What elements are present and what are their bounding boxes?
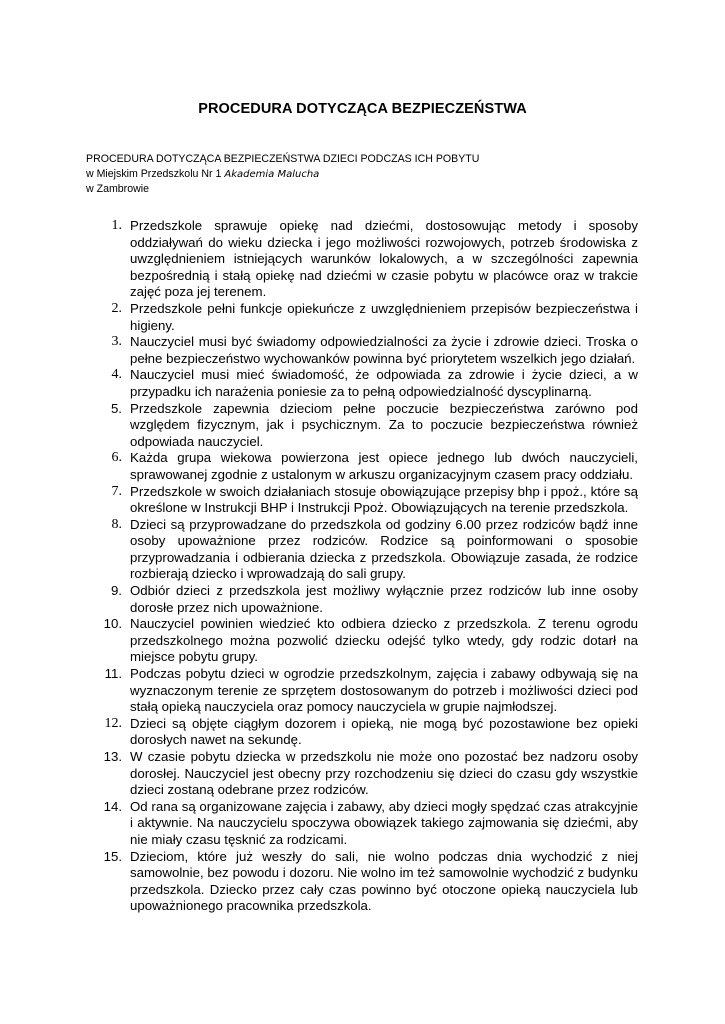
list-item — [96, 301, 638, 334]
item-number: 3. — [111, 334, 122, 350]
item-text: Nauczyciel musi mieć świadomość, że odpowiada za zdrowie i życie dzieci, a w przypadku ich narażenia poniesie za to pełną odpowiedzialność dyscyplinarną. — [130, 367, 638, 399]
item-text: Nauczyciel musi być świadomy odpowiedzialności za życie i zdrowie dzieci. Troska o pełne bezpieczeństwo wychowanków powinna być priorytetem wszelkich jego działań. — [130, 334, 638, 366]
list-item — [96, 484, 638, 517]
item-text: Przedszkole w swoich działaniach stosuje obowiązujące przepisy bhp i ppoż., które są określone w Instrukcji BHP i Instrukcji Ppoż. Obowiązujących na terenie przedszkola. — [130, 483, 638, 516]
item-text: Dzieciom, które już weszły do sali, nie wolno podczas dnia wychodzić z niej samowolnie, bez powodu i dozoru. Nie wolno im też samowolnie wychodzić z budynku przedszkola. Dziecko przez cały czas powinno być otoczone opieką nauczyciela lub upoważnionego pracownika przedszkola. — [130, 848, 638, 914]
item-number: 9. — [110, 583, 122, 599]
list-item — [96, 666, 638, 716]
list-item — [96, 367, 638, 400]
kindergarten-name: Akademia Malucha — [224, 168, 320, 180]
document-header — [86, 152, 479, 197]
item-number: 10. — [103, 616, 122, 632]
list-item — [96, 799, 638, 849]
procedure-list — [96, 218, 638, 915]
header-line-3: w Zambrowie — [86, 183, 149, 195]
list-item — [96, 616, 638, 666]
header-line-2-prefix: w Miejskim Przedszkolu Nr 1 — [86, 167, 222, 180]
header-line-1: PROCEDURA DOTYCZĄCA BEZPIECZEŃSTWA DZIECI PODCZAS ICH POBYTU — [86, 153, 480, 165]
item-text: Przedszkole zapewnia dzieciom pełne poczucie bezpieczeństwa zarówno pod względem fizycznym, jak i psychicznym. Za to poczucie bezpieczeństwa również odpowiada nauczyciel. — [130, 400, 638, 449]
item-number: 6. — [111, 450, 122, 466]
item-number: 14. — [103, 798, 122, 814]
item-number: 11. — [104, 666, 122, 682]
item-text: Dzieci są przyprowadzane do przedszkola od godziny 6.00 przez rodziców bądź inne osoby upoważnione przez rodziców. Rodzice są poinformowani o sposobie przyprowadzania i odbierania dziecka z przedszkola. Obowiązuje zasada, że rodzice rozbierają dziecko i wprowadzają do sali grupy. — [130, 516, 638, 582]
item-text: Przedszkole sprawuje opiekę nad dziećmi, dostosowując metody i sposoby oddziaływań do wieku dziecka i jego możliwości rozwojowych, potrzeb środowiska z uwzględnieniem istniejących warunków lokalowych, a w szczególności zapewnia bezpośrednią i stałą opiekę nad dziećmi w czasie pobytu w placówce oraz w trakcie zajęć poza jej terenem. — [130, 218, 638, 300]
item-text: Odbiór dzieci z przedszkola jest możliwy wyłącznie przez rodziców lub inne osoby dorosłe przez nich upoważnione. — [130, 583, 638, 615]
document-title: PROCEDURA DOTYCZĄCA BEZPIECZEŃSTWA — [198, 101, 527, 117]
list-item — [96, 583, 638, 616]
item-text: W czasie pobytu dziecka w przedszkolu nie może ono pozostać bez nadzoru osoby dorosłej. Nauczyciel jest obecny przy rozchodzeniu się dzieci do czasu gdy wszystkie dzieci zostaną odebrane przez rodziców. — [130, 749, 638, 798]
item-number: 8. — [111, 516, 122, 532]
item-text: Od rana są organizowane zajęcia i zabawy, aby dzieci mogły spędzać czas atrakcyjnie i aktywnie. Na nauczycielu spoczywa obowiązek takiego zajmowania się dziećmi, aby nie miały czasu tęsknić za rodzicami. — [130, 798, 638, 847]
item-text: Przedszkole pełni funkcje opiekuńcze z uwzględnieniem przepisów bezpieczeństwa i higieny. — [130, 300, 638, 333]
list-item — [96, 517, 638, 583]
item-text: Każda grupa wiekowa powierzona jest opiece jednego lub dwóch nauczycieli, sprawowanej zgodnie z ustalonym w arkuszu organizacyjnym czasem pracy oddziału. — [130, 450, 638, 482]
item-number: 5. — [110, 400, 122, 416]
list-item — [96, 401, 638, 451]
list-item — [96, 849, 638, 915]
item-number: 1. — [111, 218, 122, 233]
item-number: 4. — [111, 367, 122, 383]
item-text: Nauczyciel powinien wiedzieć kto odbiera dziecko z przedszkola. Z terenu ogrodu przedszkolnego można pozwolić dziecku odejść tylko wtedy, gdy rodzic dotarł na miejsce pobytu grupy. — [130, 616, 638, 665]
item-number: 12. — [104, 715, 122, 731]
list-item — [96, 218, 638, 301]
item-text: Podczas pobytu dzieci w ogrodzie przedszkolnym, zajęcia i zabawy odbywają się na wyznaczonym terenie ze sprzętem dostosowanym do potrzeb i możliwości dzieci pod stałą opieką nauczyciela oraz pomocy nauczyciela w grupie najmłodszej. — [130, 666, 638, 715]
header-line-2 — [86, 167, 479, 183]
item-number: 13. — [103, 749, 122, 764]
list-item — [96, 334, 638, 367]
item-number: 7. — [111, 483, 122, 499]
item-number: 15. — [103, 848, 122, 864]
item-number: 2. — [111, 300, 122, 316]
list-item — [96, 450, 638, 483]
list-item — [96, 749, 638, 799]
item-text: Dzieci są objęte ciągłym dozorem i opieką, nie mogą być pozostawione bez opieki dorosłych nawet na sekundę. — [130, 715, 638, 748]
list-item — [96, 716, 638, 749]
